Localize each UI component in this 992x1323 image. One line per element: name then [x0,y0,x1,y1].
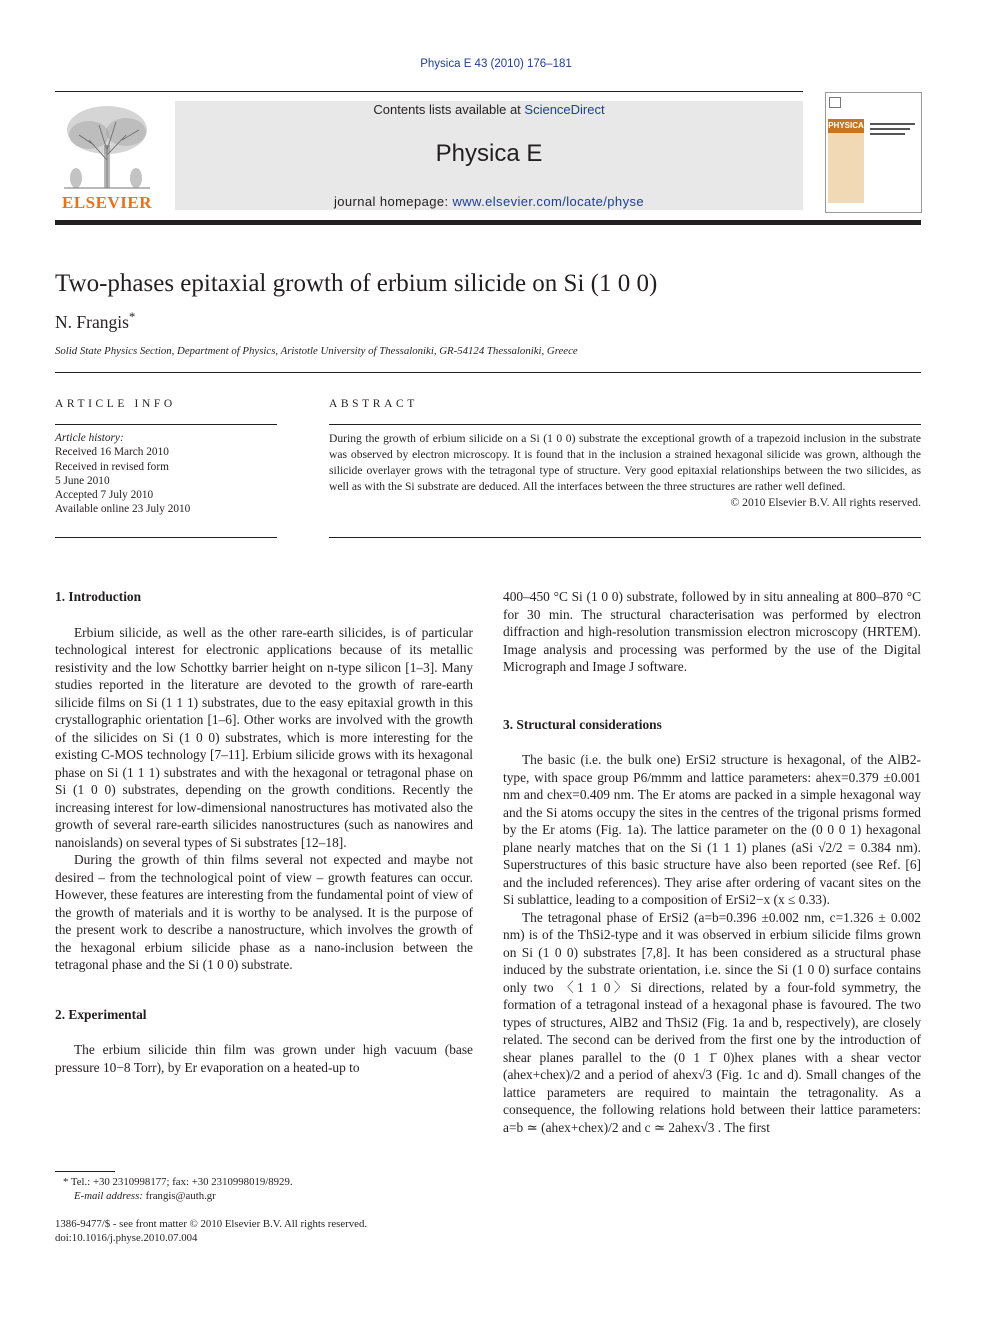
history-item: Received 16 March 2010 [55,446,169,459]
author-line [55,309,136,333]
author-name[interactable]: N. Frangis [55,312,129,332]
homepage-line [175,194,803,209]
abstract-copyright: © 2010 Elsevier B.V. All rights reserved. [730,496,921,509]
introduction-paragraph: Erbium silicide, as well as the other rare-earth silicides, is of particular technological interest for electronic applications because of its metallic resistivity and the low Schottky barrier height on n-type silicon [1–3]. Many studies reported in the literature are devoted to the growth of rare-earth silicide films on Si (1 1 1) substrates, due to the easy epitaxial growth in this crystallographic orientation [1–6]. Other works are involved with the growth of the silicides on Si (1 0 0) substrates, which is more interesting for the existing C-MOS technology [7–11]. Erbium silicide grows with its hexagonal phase on Si (1 1 1) substrates and with the hexagonal or tetragonal phase on Si (1 0 0) substrates, depending on the growth conditions. Recently the increasing interest for low-dimensional nanostructures has motivated also the growth of several rare-earth silicides nanostructures (such as nanowires and nanoislands) on several types of Si substrates [12–18]. [55,624,473,850]
affiliation: Solid State Physics Section, Department of Physics, Aristotle University of Thessaloniki, GR-54124 Thessaloniki, Greece [55,345,578,357]
left-column [55,588,473,1076]
history-item: Available online 23 July 2010 [55,503,191,516]
footnote-tel-text: Tel.: +30 2310998177; fax: +30 2310998019/8929. [68,1176,293,1188]
structural-paragraph: The tetragonal phase of ErSi2 (a=b=0.396 ±0.002 nm, c=1.326 ± 0.002 nm) is of the ThSi2-type and it was observed in erbium silicide films grown on Si (1 0 0) substrates [7,8]. It has been considered as a structural phase induced by the substrate orientation, i.e. since the Si (1 0 0) surface contains only two 〈1 1 0〉Si directions, related by a four-fold symmetry, the formation of a tetragonal instead of a hexagonal phase is favoured. The two types of structures, AlB2 and ThSi2 (Fig. 1a and b, respectively), are closely related. The second can be derived from the first one by the introduction of shear planes parallel to the (0 1 1̄ 0)hex planes with a shear vector (ahex+chex)/2 and a period of ahex√3 (Fig. 1c and d). Small changes of the lattice parameters are required to maintain the tetragonality. As a consequence, the following relations hold between their lattice parameters: a=b ≃ (ahex+chex)/2 and c ≃ 2ahex√3 . The first [503,909,921,1135]
contents-prefix: Contents lists available at [373,102,525,117]
journal-citation[interactable]: Physica E 43 (2010) 176–181 [420,58,572,70]
history-label: Article history: [55,432,124,444]
issn-line: 1386-9477/$ - see front matter © 2010 Elsevier B.V. All rights reserved. [55,1218,368,1230]
footnote [63,1175,483,1203]
structural-paragraph: The basic (i.e. the bulk one) ErSi2 structure is hexagonal, of the AlB2-type, with space group P6/mmm and lattice parameters: ahex=0.379 ±0.001 nm and chex=0.409 nm. The Er atoms are packed in a simple hexagonal way and the Si atoms occupy the sites in the centres of the trigonal prisms formed by the Er atoms (Fig. 1a). The lattice parameter on the (0 0 0 1) hexagonal plane nearly matches that on the Si (1 1 1) planes (aSi √2/2 = 0.384 nm). Superstructures of this basic structure have also been reported (see Ref. [6] and the included references). They arise after ordering of vacant sites on the Si sublattice, leading to a composition of ErSi2−x (x ≤ 0.33). [503,752,921,907]
article-info-bottom-rule [55,537,277,538]
header-thick-rule [55,220,921,225]
experimental-continued: 400–450 °C Si (1 0 0) substrate, followed by in situ annealing at 800–870 °C for 30 min. The structural characterisation was performed by electron diffraction and high-resolution transmission electron microscopy (HRTEM). Image analysis and processing was performed by the use of the Digital Micrograph and Image J software. [503,589,921,674]
abstract-text: During the growth of erbium silicide on a Si (1 0 0) substrate the exceptional growth of a trapezoid inclusion in the substrate was observed by electron microscopy. It is found that in the inclusion a strained hexagonal silicide was grown, although the silicide overlayer grows with the tetragonal type of structure. Very good epitaxial relationships between the two silicides, as well as with the Si substrate are deduced. All the interfaces between the three structures are rather well defined. [329,432,921,493]
journal-cover-thumbnail [825,92,922,213]
cover-title: PHYSICA [828,119,864,133]
section-heading-introduction: 1. Introduction [55,589,142,604]
doi-line[interactable]: doi:10.1016/j.physe.2010.07.004 [55,1232,198,1244]
article-title: Two-phases epitaxial growth of erbium silicide on Si (1 0 0) [55,270,658,297]
right-column [503,588,921,1136]
sciencedirect-link[interactable]: ScienceDirect [524,102,605,117]
footnote-email [63,1189,483,1203]
history-item: 5 June 2010 [55,474,110,487]
article-info-rule [55,424,277,425]
section-heading-structural: 3. Structural considerations [503,716,662,732]
abstract-rule [329,424,921,425]
email-address[interactable]: frangis@auth.gr [142,1190,216,1202]
author-mark[interactable]: * [128,309,136,325]
elsevier-wordmark: ELSEVIER [62,193,152,212]
imprint [55,1217,475,1245]
experimental-paragraph: The erbium silicide thin film was grown under high vacuum (base pressure 10−8 Torr), by Er evaporation on a heated-up to [55,1042,473,1075]
abstract-bottom-rule [329,537,921,538]
email-label: E-mail address: [74,1190,143,1202]
footnote-rule [55,1171,115,1172]
footnote-mark: * [63,1176,69,1188]
header-rule [55,91,803,92]
introduction-paragraph: During the growth of thin films several not expected and maybe not desired – from the technological point of view – growth features can occur. However, these features are interesting from the fundamental point of view of the growth of materials and it is worthy to be analysed. It is the purpose of the present work to describe a nanostructure, which involves the growth of the hexagonal erbium silicide phase as a nano-inclusion between the tetragonal phase and the Si (1 0 0) substrate. [55,852,473,972]
contents-line [175,102,803,117]
cover-seal-icon [829,97,841,108]
abstract-heading: ABSTRACT [329,398,418,410]
section-heading-experimental: 2. Experimental [55,1006,147,1022]
cover-sidebar [828,133,864,203]
title-rule [55,372,921,373]
footnote-tel [63,1175,483,1189]
article-history [55,431,277,517]
homepage-prefix: journal homepage: [333,194,453,209]
journal-name: Physica E [435,140,543,167]
abstract-body [329,431,921,511]
history-item: Received in revised form [55,460,169,473]
article-info-heading: ARTICLE INFO [55,398,176,410]
history-item: Accepted 7 July 2010 [55,489,154,502]
homepage-link[interactable]: www.elsevier.com/locate/physe [452,194,644,209]
